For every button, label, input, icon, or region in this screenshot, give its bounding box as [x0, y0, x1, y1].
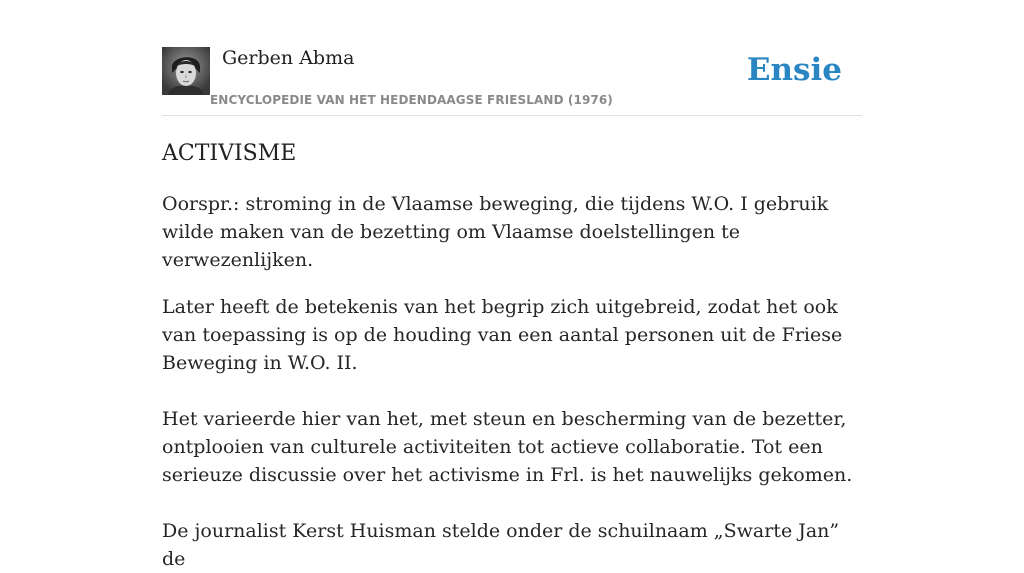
- author-name[interactable]: Gerben Abma: [222, 47, 355, 69]
- author-avatar[interactable]: [162, 47, 210, 95]
- paragraph-spacer: [162, 377, 862, 405]
- paragraph-spacer: [162, 489, 862, 517]
- article-paragraph: Oorspr.: stroming in de Vlaamse beweging, die tijdens W.O. I gebruik wilde maken van de bezetting om Vlaamse doelstellingen te verwezenlijken.: [162, 193, 829, 271]
- author-portrait-icon: [162, 47, 210, 95]
- brand-logo[interactable]: Ensie: [746, 52, 842, 88]
- article-paragraph: Later heeft de betekenis van het begrip zich uitgebreid, zodat het ook van toepassing is op de houding van een aantal personen uit de Friese Beweging in W.O. II.: [162, 296, 843, 374]
- article-body: [162, 138, 862, 573]
- article-title: ACTIVISME: [162, 141, 297, 166]
- article-paragraph: De journalist Kerst Huisman stelde onder de schuilnaam „Swarte Jan” de: [162, 520, 840, 570]
- source-label[interactable]: ENCYCLOPEDIE VAN HET HEDENDAAGSE FRIESLAND (1976): [210, 93, 613, 107]
- article-paragraph: Het varieerde hier van het, met steun en bescherming van de bezetter, ontplooien van culturele activiteiten tot actieve collaboratie. Tot een serieuze discussie over het activisme in Frl. is het nauwelijks gekomen.: [162, 408, 853, 486]
- article-header: [162, 46, 862, 116]
